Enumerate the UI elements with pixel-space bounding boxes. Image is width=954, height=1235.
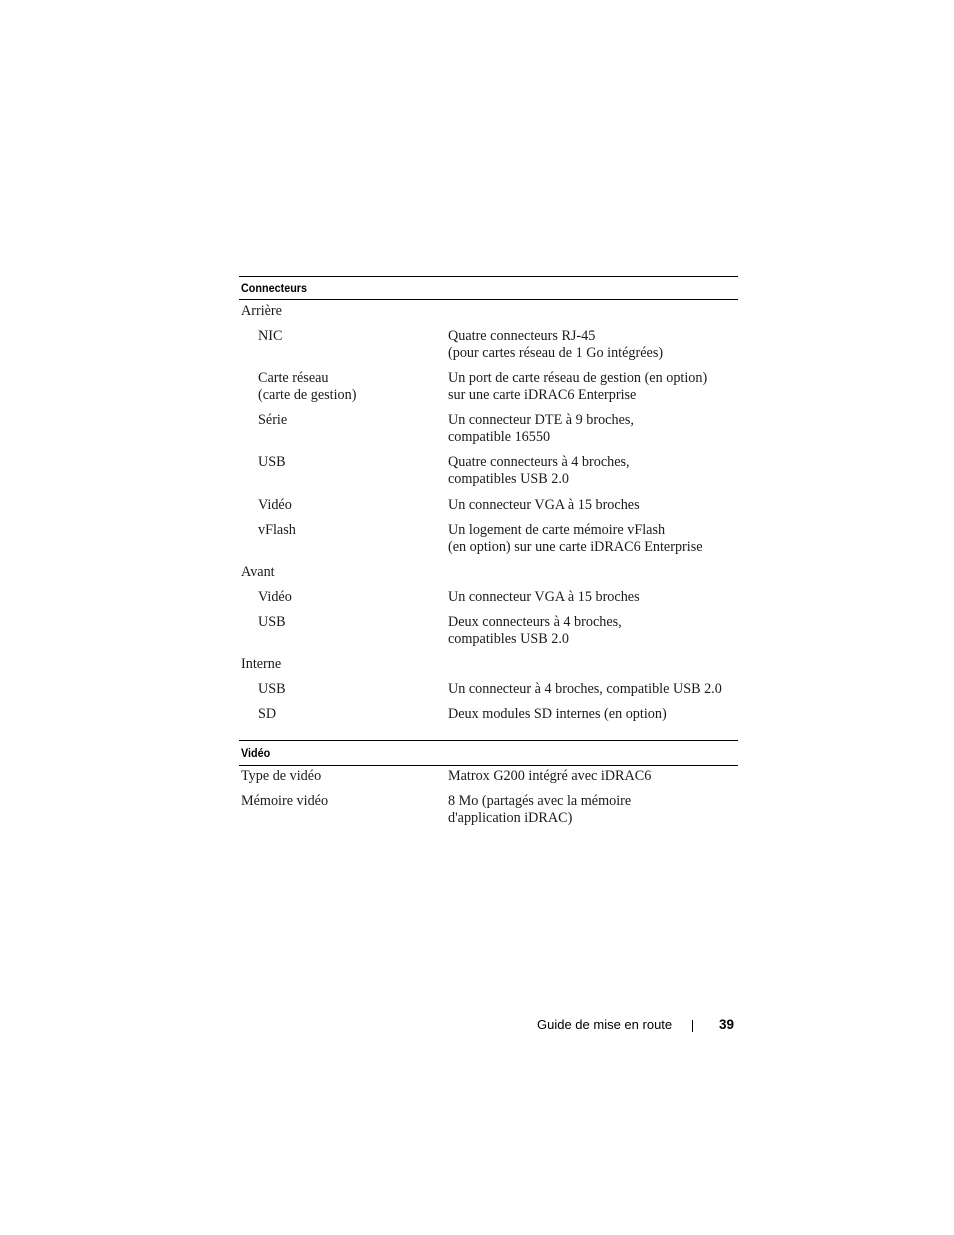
- value-line: Un connecteur à 4 broches, compatible USB 2.0: [448, 681, 722, 697]
- label-line: NIC: [258, 328, 283, 344]
- spec-label: [258, 614, 458, 631]
- group-label: [241, 564, 441, 581]
- group-label: [241, 656, 441, 673]
- spec-label: [258, 497, 458, 514]
- spec-value: [448, 522, 738, 557]
- label-line: (carte de gestion): [258, 387, 357, 404]
- value-line: Deux modules SD internes (en option): [448, 706, 667, 722]
- value-line: Un connecteur DTE à 9 broches,: [448, 412, 634, 428]
- spec-label: [258, 370, 458, 405]
- spec-label: [258, 328, 458, 345]
- value-line: Un connecteur VGA à 15 broches: [448, 497, 640, 513]
- page-footer: [0, 1016, 954, 1036]
- label-line: USB: [258, 454, 286, 470]
- spec-label: [258, 589, 458, 606]
- value-line: (en option) sur une carte iDRAC6 Enterprise: [448, 539, 703, 556]
- spec-value: [448, 328, 738, 363]
- value-line: Quatre connecteurs RJ-45: [448, 328, 596, 344]
- spec-label: [241, 793, 441, 810]
- value-line: Quatre connecteurs à 4 broches,: [448, 454, 630, 470]
- value-line: d'application iDRAC): [448, 810, 573, 827]
- label-line: Interne: [241, 656, 282, 672]
- value-line: Un logement de carte mémoire vFlash: [448, 522, 666, 538]
- value-line: Un port de carte réseau de gestion (en option): [448, 370, 708, 386]
- label-line: Type de vidéo: [241, 768, 322, 784]
- footer-separator: [692, 1020, 693, 1032]
- footer-title: Guide de mise en route: [537, 1017, 673, 1032]
- label-line: Arrière: [241, 303, 282, 319]
- spec-value: [448, 614, 738, 649]
- label-line: USB: [258, 681, 286, 697]
- value-line: Deux connecteurs à 4 broches,: [448, 614, 622, 630]
- page-number: 39: [719, 1017, 735, 1032]
- spec-value: [448, 497, 738, 514]
- value-line: (pour cartes réseau de 1 Go intégrées): [448, 345, 664, 362]
- value-line: sur une carte iDRAC6 Enterprise: [448, 387, 637, 404]
- section-header-connectors: [239, 276, 738, 300]
- label-line: USB: [258, 614, 286, 630]
- video-table: [239, 740, 738, 827]
- spec-value: [448, 793, 738, 828]
- spec-label: [258, 706, 458, 723]
- spec-value: [448, 370, 738, 405]
- group-label: [241, 303, 441, 320]
- label-line: SD: [258, 706, 277, 722]
- spec-label: [258, 454, 458, 471]
- value-line: compatibles USB 2.0: [448, 631, 569, 648]
- spec-label: [258, 522, 458, 539]
- spec-value: [448, 768, 738, 785]
- label-line: Vidéo: [258, 589, 292, 605]
- label-line: Carte réseau: [258, 370, 329, 386]
- connectors-table: [239, 276, 738, 722]
- section-title: Vidéo: [241, 746, 271, 760]
- label-line: Vidéo: [258, 497, 292, 513]
- label-line: Mémoire vidéo: [241, 793, 329, 809]
- value-line: 8 Mo (partagés avec la mémoire: [448, 793, 632, 809]
- label-line: Série: [258, 412, 288, 428]
- value-line: compatibles USB 2.0: [448, 471, 569, 488]
- spec-value: [448, 589, 738, 606]
- value-line: Matrox G200 intégré avec iDRAC6: [448, 768, 652, 784]
- section-header-video: [239, 740, 738, 766]
- section-title: Connecteurs: [241, 281, 308, 295]
- spec-label: [258, 681, 458, 698]
- spec-value: [448, 454, 738, 489]
- spec-value: [448, 681, 738, 698]
- label-line: Avant: [241, 564, 275, 580]
- spec-value: [448, 706, 738, 723]
- value-line: Un connecteur VGA à 15 broches: [448, 589, 640, 605]
- spec-label: [258, 412, 458, 429]
- value-line: compatible 16550: [448, 429, 551, 446]
- spec-value: [448, 412, 738, 447]
- spec-label: [241, 768, 441, 785]
- label-line: vFlash: [258, 522, 296, 538]
